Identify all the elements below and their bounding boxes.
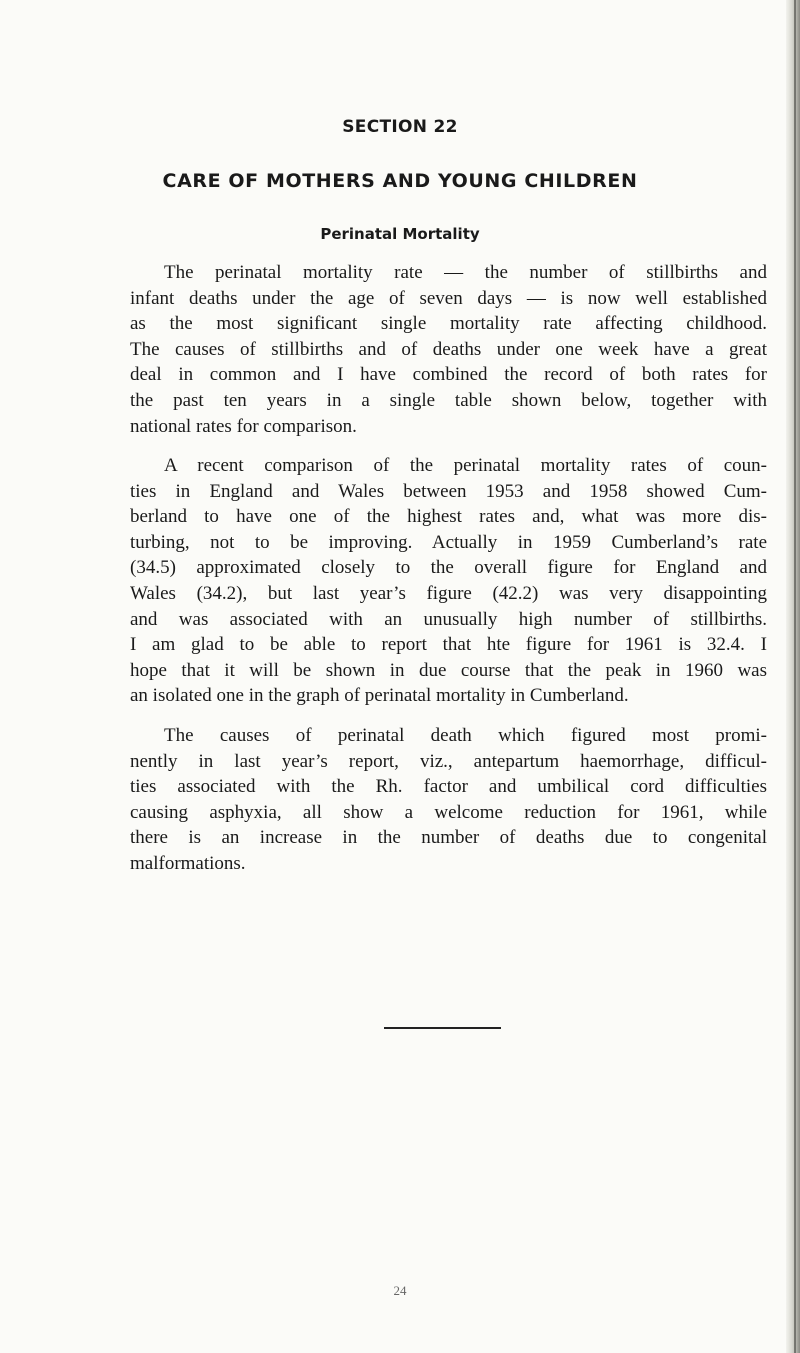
- paragraph-line: national rates for comparison.: [130, 415, 357, 437]
- page-edge: [786, 0, 800, 1353]
- page-title: CARE OF MOTHERS AND YOUNG CHILDREN: [162, 170, 638, 192]
- paragraph-line: as the most significant single mortality rate affecting childhood.: [130, 313, 767, 335]
- paragraph-line: ties in England and Wales between 1953 and 1958 showed Cum-: [130, 480, 767, 502]
- paragraph-line: The causes of stillbirths and of deaths under one week have a great: [130, 338, 767, 360]
- paragraph-line: infant deaths under the age of seven days — is now well established: [130, 287, 767, 309]
- paragraph-line: an isolated one in the graph of perinatal mortality in Cumberland.: [130, 685, 629, 707]
- paragraph-line: I am glad to be able to report that hte figure for 1961 is 32.4. I: [130, 634, 767, 656]
- paragraph-line: hope that it will be shown in due course that the peak in 1960 was: [130, 659, 767, 681]
- paragraph-line: there is an increase in the number of deaths due to congenital: [130, 827, 767, 849]
- section-heading: SECTION 22: [342, 117, 458, 137]
- paragraph-line: The perinatal mortality rate — the number of stillbirths and: [164, 262, 767, 283]
- paragraph-2: [130, 453, 767, 709]
- page-number: 24: [393, 1283, 407, 1298]
- paragraph-line: A recent comparison of the perinatal mortality rates of coun-: [164, 455, 767, 476]
- subtitle: Perinatal Mortality: [320, 225, 480, 243]
- paragraph-line: nently in last year’s report, viz., antepartum haemorrhage, difficul-: [130, 750, 767, 772]
- paragraph-line: berland to have one of the highest rates and, what was more dis-: [130, 506, 767, 528]
- paragraph-line: ties associated with the Rh. factor and umbilical cord difficulties: [130, 776, 767, 798]
- paragraph-line: causing asphyxia, all show a welcome reduction for 1961, while: [130, 801, 767, 823]
- paragraph-line: deal in common and I have combined the record of both rates for: [130, 364, 767, 386]
- paragraph-3: [130, 723, 767, 877]
- paragraph-1: [130, 260, 767, 439]
- paragraph-line: turbing, not to be improving. Actually in 1959 Cumberland’s rate: [130, 531, 767, 553]
- section-divider: [384, 1027, 501, 1029]
- paragraph-line: the past ten years in a single table shown below, together with: [130, 389, 767, 411]
- paragraph-line: (34.5) approximated closely to the overall figure for England and: [130, 557, 767, 579]
- paragraph-line: Wales (34.2), but last year’s figure (42.2) was very disappointing: [130, 582, 767, 604]
- paragraph-line: malformations.: [130, 852, 246, 874]
- paragraph-line: and was associated with an unusually high number of stillbirths.: [130, 608, 767, 630]
- paragraph-line: The causes of perinatal death which figured most promi-: [164, 725, 767, 746]
